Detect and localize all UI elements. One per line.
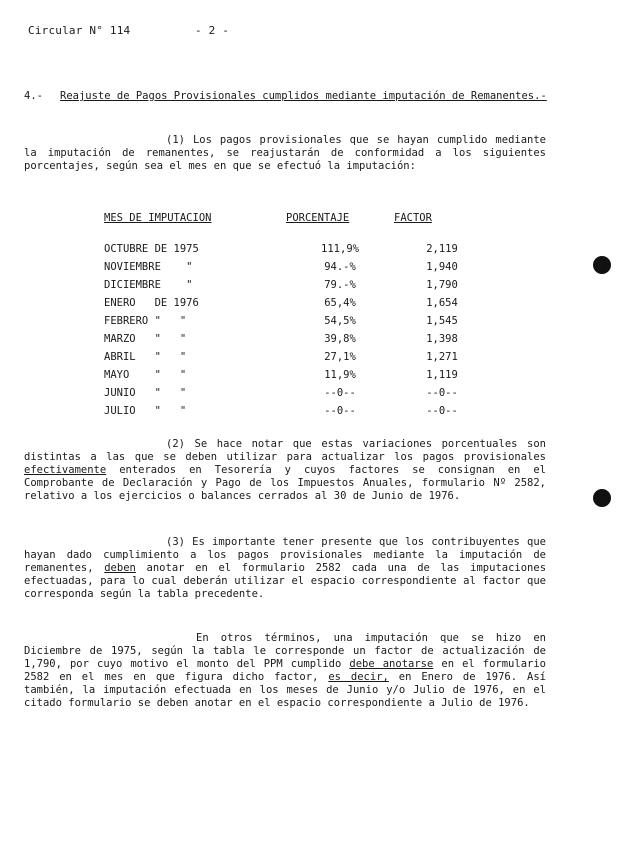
cell-mes: FEBRERO " " [104, 315, 187, 327]
table-row [104, 384, 490, 402]
paragraph-text: Los pagos provisionales que se hayan cumplido mediante la imputación de remanentes, se reajustarán de conformidad a los siguientes porcentajes, según sea el mes en que se efectuó la imputación: [24, 134, 546, 172]
table-row [104, 402, 490, 420]
table-row [104, 240, 490, 258]
paragraph-marker: (1) [166, 134, 185, 146]
column-header-mes: MES DE IMPUTACION [104, 212, 212, 224]
cell-porcentaje: 65,4% [324, 297, 356, 309]
cell-mes: OCTUBRE DE 1975 [104, 243, 199, 255]
cell-factor: 1,545 [426, 315, 458, 327]
circular-number: Circular N° 114 [28, 24, 131, 37]
cell-mes: NOVIEMBRE " [104, 261, 193, 273]
cell-factor: 1,940 [426, 261, 458, 273]
cell-factor: 1,654 [426, 297, 458, 309]
emphasis-text: es decir, [328, 671, 389, 683]
cell-porcentaje: 54,5% [324, 315, 356, 327]
paragraph-text: En otros términos, una imputación que se hizo en Diciembre de 1975, según la tabla le corresponde un factor de actualización de 1,790, por cuyo motivo el monto del PPM cumplido [24, 632, 546, 670]
page-number: - 2 - [195, 24, 230, 37]
table-row [104, 348, 490, 366]
section-title: Reajuste de Pagos Provisionales cumplidos mediante imputación de Remanentes.- [60, 90, 547, 102]
cell-porcentaje: 94.-% [324, 261, 356, 273]
cell-mes: MAYO " " [104, 369, 187, 381]
cell-mes: MARZO " " [104, 333, 187, 345]
cell-porcentaje: 39,8% [324, 333, 356, 345]
cell-factor: --0-- [426, 405, 458, 417]
cell-mes: JULIO " " [104, 405, 187, 417]
cell-factor: 1,790 [426, 279, 458, 291]
table-body [104, 240, 490, 420]
paragraph-3 [24, 536, 546, 601]
section-number: 4.- [24, 90, 43, 102]
cell-porcentaje: --0-- [324, 405, 356, 417]
reajuste-table [104, 212, 490, 420]
paragraph-marker: (2) [166, 438, 185, 450]
paragraph-text: enterados en Tesorería y cuyos factores se consignan en el Comprobante de Declaración y Pago de los Impuestos Anuales, formulario Nº 2582, relativo a los ejercicios o balances cerrados al 30 de Junio de 1976. [24, 464, 546, 502]
cell-factor: --0-- [426, 387, 458, 399]
cell-mes: JUNIO " " [104, 387, 187, 399]
table-header-row [104, 212, 490, 240]
paragraph-text: Se hace notar que estas variaciones porcentuales son distintas a las que se deben utilizar para actualizar los pagos provisionales [24, 438, 546, 463]
cell-factor: 1,271 [426, 351, 458, 363]
paragraph-text: anotar en el formulario 2582 cada una de las imputaciones efectuadas, para lo cual deberán utilizar el espacio correspondiente al factor que corresponda según la tabla precedente. [24, 562, 547, 600]
emphasis-text: efectivamente [24, 464, 107, 476]
paragraph-text: en el formulario 2582 en el mes en que figura dicho factor, [24, 658, 546, 683]
paragraph-text: en Enero de 1976. Así también, la imputación efectuada en los meses de Junio y/o Julio de 1976, en el citado formulario se deben anotar en el espacio correspondiente a Julio de 1976. [24, 671, 546, 709]
cell-mes: DICIEMBRE " [104, 279, 193, 291]
cell-porcentaje: 11,9% [324, 369, 356, 381]
punch-hole-icon [593, 489, 611, 507]
table-row [104, 258, 490, 276]
cell-mes: ENERO DE 1976 [104, 297, 199, 309]
cell-porcentaje: 79.-% [324, 279, 356, 291]
column-header-factor: FACTOR [394, 212, 432, 224]
table-row [104, 330, 490, 348]
paragraph-4 [24, 632, 546, 710]
table-row [104, 294, 490, 312]
cell-mes: ABRIL " " [104, 351, 187, 363]
punch-hole-icon [593, 256, 611, 274]
table-row [104, 276, 490, 294]
paragraph-text: Es importante tener presente que los contribuyentes que hayan dado cumplimiento a los pagos provisionales mediante la imputación de remanentes, [24, 536, 546, 574]
cell-factor: 1,119 [426, 369, 458, 381]
cell-factor: 1,398 [426, 333, 458, 345]
cell-porcentaje: 27,1% [324, 351, 356, 363]
paragraph-marker: (3) [166, 536, 185, 548]
paragraph-2 [24, 438, 546, 503]
cell-porcentaje: --0-- [324, 387, 356, 399]
paragraph-1 [24, 134, 546, 173]
column-header-porcentaje: PORCENTAJE [286, 212, 350, 224]
cell-factor: 2,119 [426, 243, 458, 255]
emphasis-text: debe anotarse [349, 658, 434, 670]
table-row [104, 366, 490, 384]
section-heading [24, 90, 584, 103]
cell-porcentaje: 111,9% [321, 243, 359, 255]
emphasis-text: deben [104, 562, 136, 574]
table-row [104, 312, 490, 330]
